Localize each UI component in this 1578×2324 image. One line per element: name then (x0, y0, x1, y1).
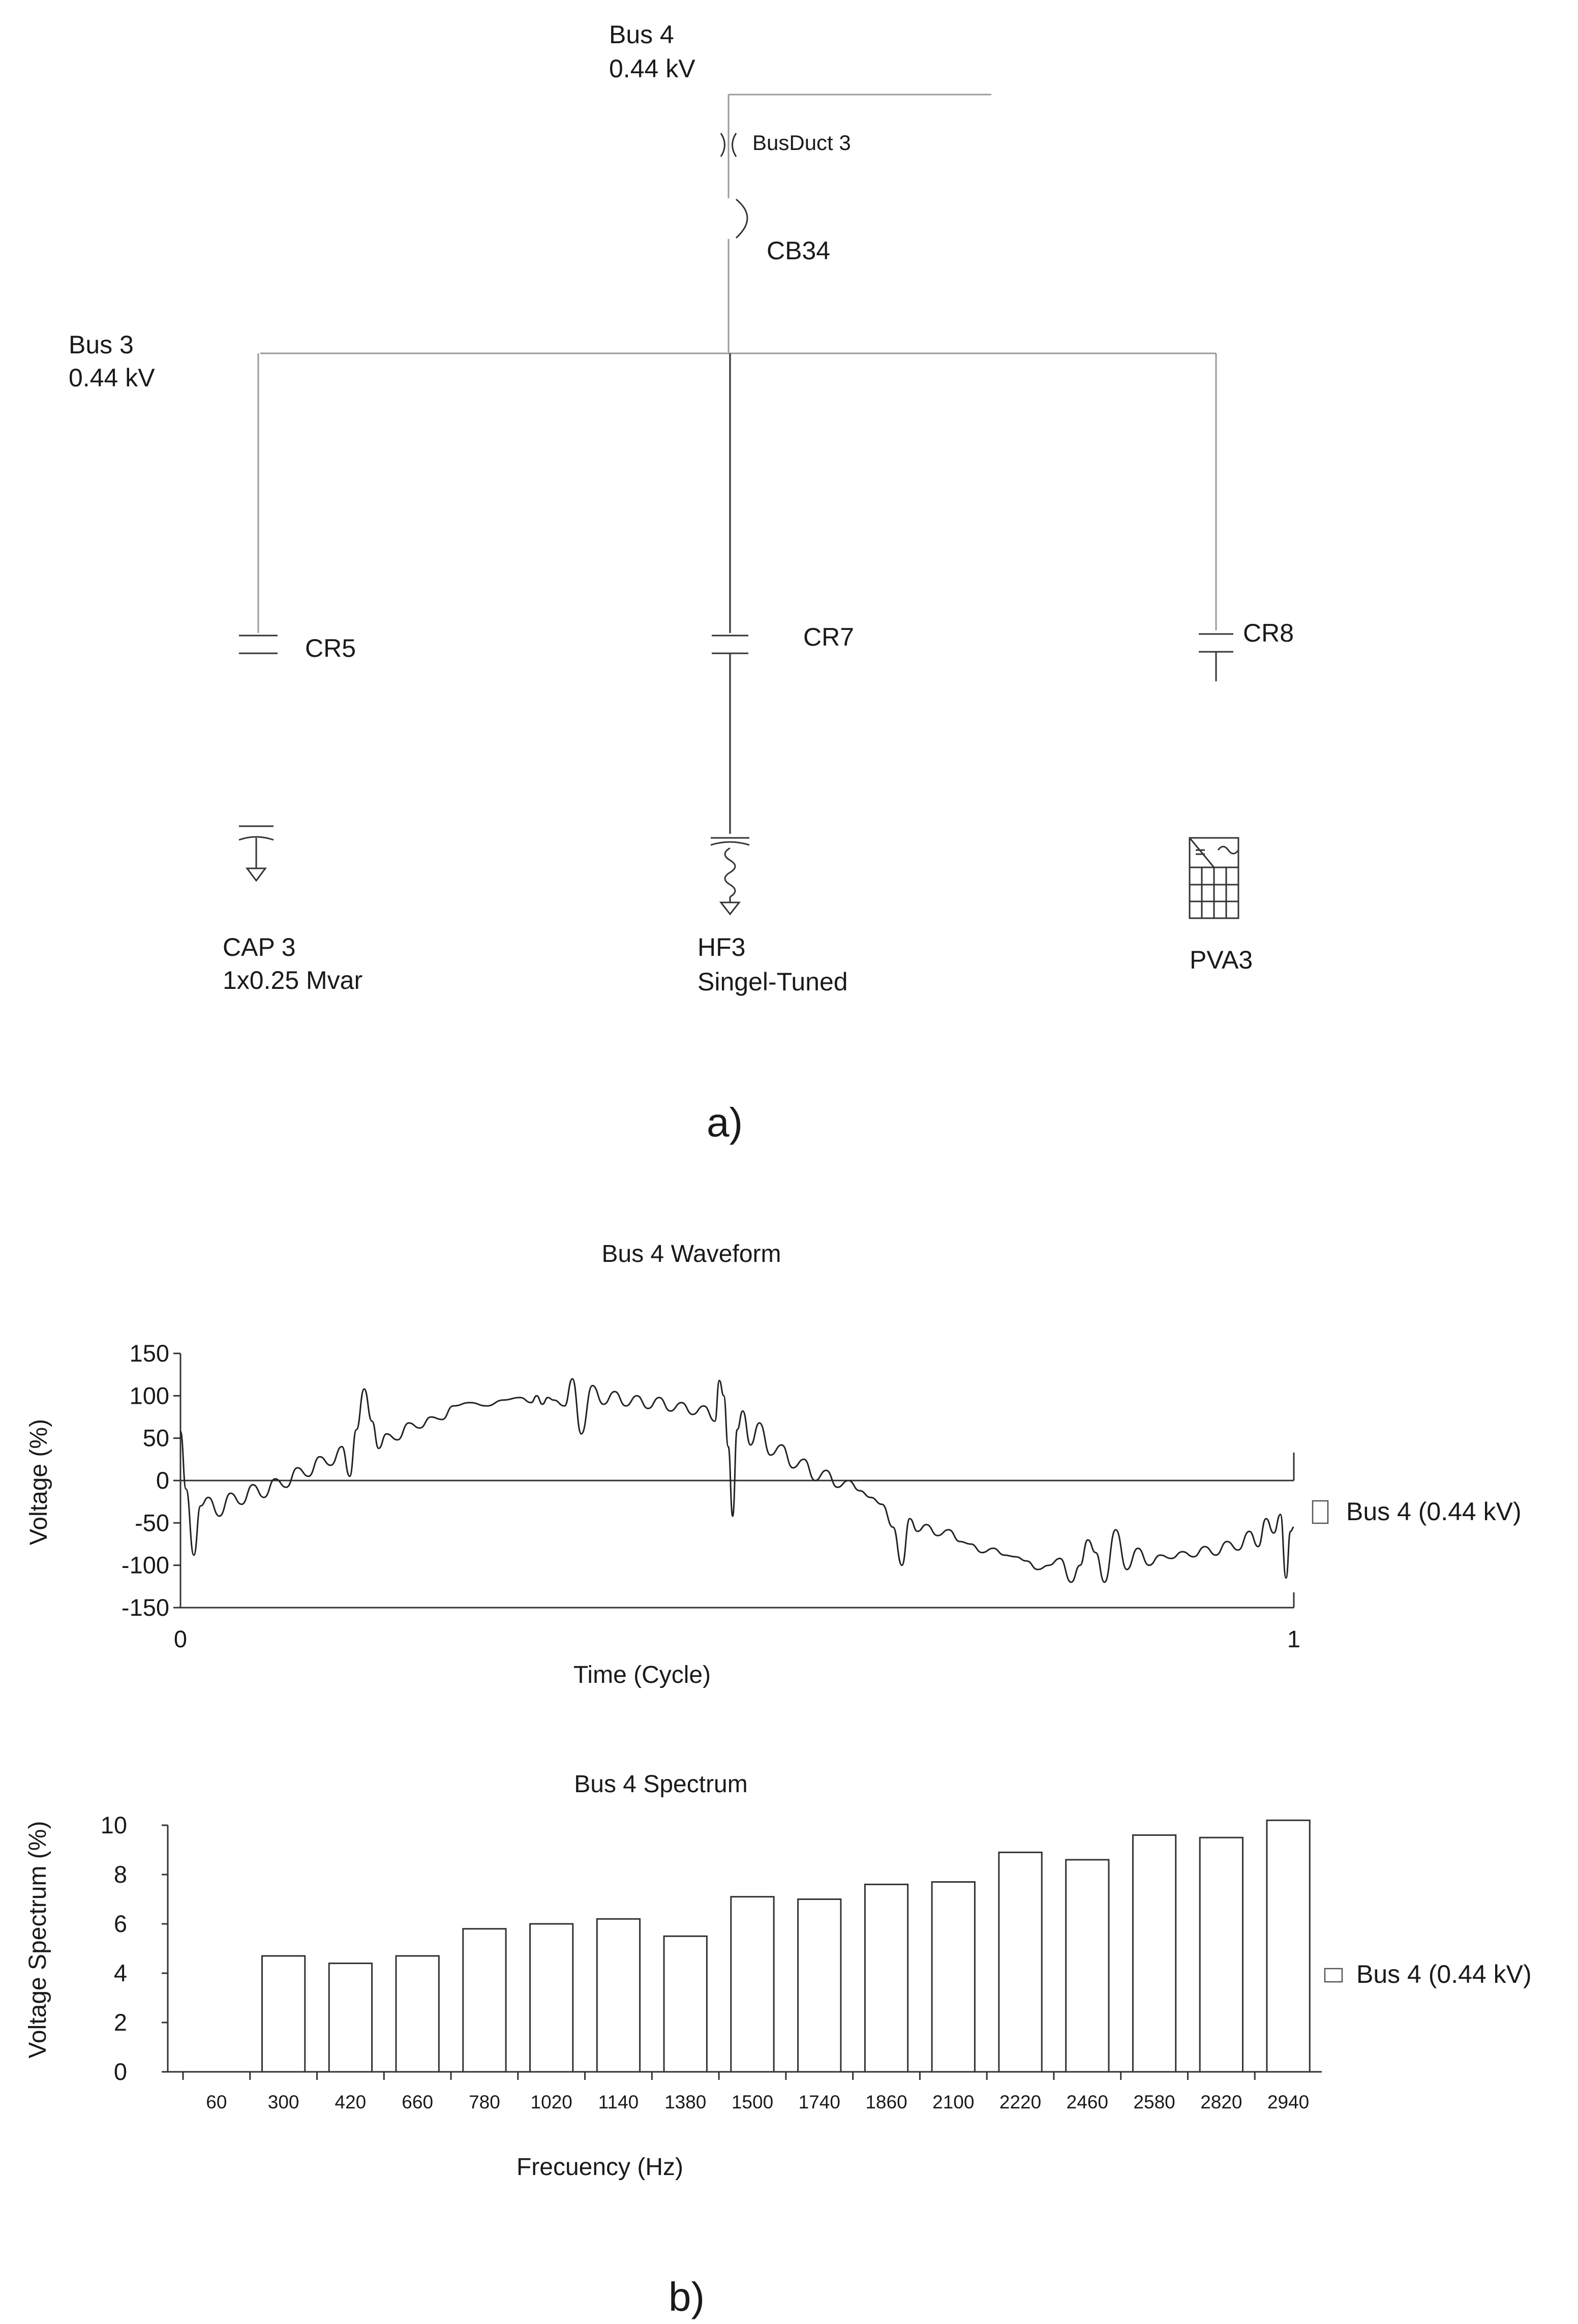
spectrum-legend (1325, 1960, 1532, 1988)
spectrum-x-tick-label: 1860 (865, 2092, 907, 2112)
caption-a: a) (707, 1100, 743, 1145)
waveform-y-ticks (122, 1340, 180, 1621)
spectrum-bar (1267, 1820, 1310, 2072)
spectrum-x-tick-label: 420 (335, 2092, 367, 2112)
capacitor-icon (239, 826, 274, 881)
spectrum-bar (329, 1964, 372, 2072)
spectrum-x-tick-label: 2100 (932, 2092, 975, 2112)
spectrum-bar (731, 1897, 774, 2072)
waveform-y-tick-label: -100 (121, 1551, 169, 1579)
spectrum-y-tick-label: 8 (113, 1861, 127, 1888)
bus4-voltage: 0.44 kV (609, 54, 695, 83)
waveform-x-tick-label: 0 (173, 1625, 188, 1652)
pv-name: PVA3 (1190, 946, 1253, 974)
caption-b: b) (669, 2274, 705, 2319)
waveform-y-tick-label: -50 (135, 1509, 169, 1536)
waveform-xlabel: Time (Cycle) (573, 1662, 711, 1688)
waveform-title: Bus 4 Waveform (601, 1241, 781, 1267)
waveform-legend-label: Bus 4 (0.44 kV) (1346, 1497, 1522, 1526)
bus3-name: Bus 3 (69, 330, 134, 359)
spectrum-bar (396, 1956, 439, 2072)
spectrum-x-tick-label: 60 (206, 2092, 227, 2112)
spectrum-chart (24, 1771, 1532, 2181)
spectrum-bar (1066, 1860, 1109, 2072)
spectrum-title: Bus 4 Spectrum (574, 1771, 748, 1798)
waveform-legend-swatch (1313, 1501, 1328, 1523)
spectrum-x-tick-label: 780 (469, 2092, 500, 2112)
spectrum-bar (262, 1956, 305, 2072)
breaker-icon (736, 199, 747, 238)
filter-name: HF3 (697, 933, 746, 961)
spectrum-bars (262, 1820, 1310, 2072)
spectrum-bar (798, 1899, 841, 2072)
spectrum-bar (530, 1924, 573, 2072)
busduct-label: BusDuct 3 (752, 131, 851, 155)
spectrum-bar (463, 1929, 506, 2072)
filter-type: Singel-Tuned (697, 968, 848, 996)
spectrum-x-tick-label: 2580 (1133, 2092, 1175, 2112)
waveform-y-tick-label: 0 (156, 1467, 169, 1494)
capacitor-name: CAP 3 (223, 933, 296, 961)
bus3-voltage: 0.44 kV (69, 364, 155, 392)
waveform-y-tick-label: 50 (142, 1424, 169, 1452)
spectrum-x-tick-label: 660 (402, 2092, 434, 2112)
spectrum-bar (664, 1936, 707, 2072)
spectrum-x-tick-label: 1740 (798, 2092, 840, 2112)
spectrum-x-tick-label: 2820 (1200, 2092, 1242, 2112)
spectrum-x-tick-label: 1140 (598, 2092, 639, 2112)
spectrum-x-ticks (183, 2072, 1309, 2112)
waveform-chart (25, 1241, 1522, 1688)
spectrum-ylabel: Voltage Spectrum (%) (24, 1821, 51, 2059)
spectrum-y-tick-label: 10 (100, 1812, 127, 1838)
spectrum-x-tick-label: 1500 (731, 2092, 774, 2112)
relay-cr7-label: CR7 (803, 623, 855, 651)
spectrum-bar (865, 1884, 907, 2072)
waveform-y-tick-label: 150 (129, 1340, 169, 1367)
spectrum-legend-swatch (1325, 1969, 1342, 1982)
pv-array-icon (1190, 838, 1238, 918)
capacitor-rating: 1x0.25 Mvar (223, 966, 363, 994)
spectrum-x-tick-label: 300 (267, 2092, 299, 2112)
waveform-y-tick-label: -150 (121, 1594, 169, 1621)
spectrum-bar (999, 1852, 1042, 2072)
spectrum-bar (1200, 1837, 1242, 2072)
spectrum-y-tick-label: 0 (113, 2058, 127, 2085)
spectrum-x-tick-label: 1020 (530, 2092, 572, 2112)
spectrum-y-tick-label: 6 (113, 1910, 127, 1937)
waveform-x-ticks (174, 1625, 1300, 1652)
waveform-ylabel: Voltage (%) (25, 1418, 52, 1546)
waveform-x-tick-label: 1 (1287, 1625, 1301, 1652)
relay-cr5-label: CR5 (305, 634, 356, 662)
one-line-diagram (69, 20, 1294, 1145)
spectrum-x-tick-label: 1380 (664, 2092, 707, 2112)
spectrum-x-tick-label: 2220 (999, 2092, 1042, 2112)
spectrum-legend-label: Bus 4 (0.44 kV) (1356, 1960, 1532, 1988)
filter-icon (711, 838, 749, 914)
spectrum-xlabel: Frecuency (Hz) (516, 2154, 684, 2181)
spectrum-y-ticks (101, 1812, 168, 2085)
waveform-legend (1313, 1497, 1522, 1526)
waveform-y-tick-label: 100 (129, 1382, 169, 1409)
spectrum-x-tick-label: 2460 (1066, 2092, 1108, 2112)
spectrum-y-tick-label: 4 (113, 1959, 127, 1986)
breaker-label: CB34 (767, 236, 831, 265)
spectrum-bar (1133, 1835, 1175, 2072)
spectrum-x-tick-label: 2940 (1267, 2092, 1310, 2112)
spectrum-bar (932, 1882, 975, 2072)
spectrum-bar (597, 1919, 640, 2072)
spectrum-y-tick-label: 2 (113, 2009, 127, 2036)
bus4-name: Bus 4 (609, 20, 674, 49)
relay-cr8-label: CR8 (1243, 619, 1294, 647)
